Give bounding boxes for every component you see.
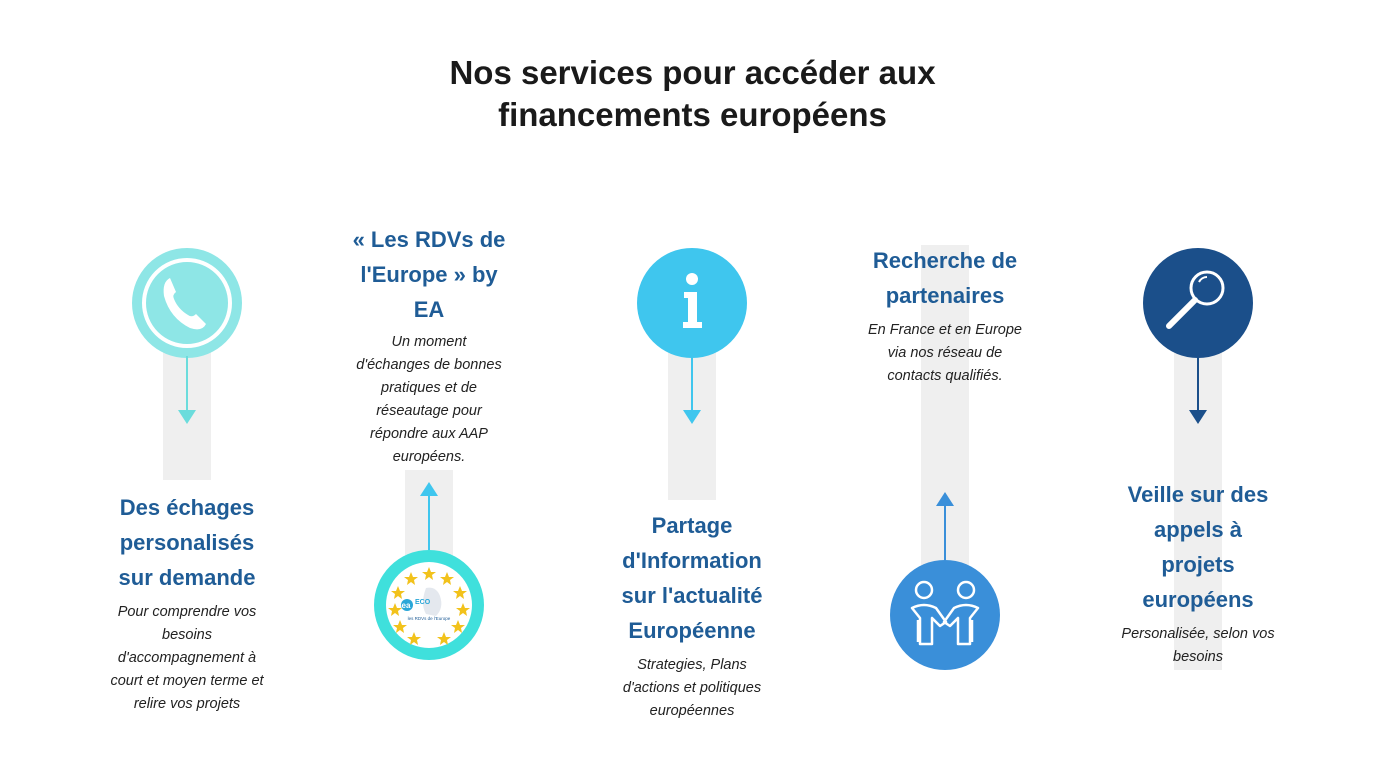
eu-stars-logo	[374, 550, 484, 660]
service-heading: « Les RDVs de l'Europe » by EA	[352, 227, 506, 322]
arrow-down-icon	[1186, 356, 1210, 426]
magnifier-icon	[1143, 248, 1253, 358]
title-line-1: Nos services pour accéder aux	[449, 54, 936, 91]
arrow-up-icon	[417, 480, 441, 550]
arrow-down-icon	[680, 356, 704, 426]
title-line-2: financements européens	[498, 96, 887, 133]
service-description: Strategies, Plans d'actions et politiques européennes	[622, 657, 762, 719]
service-description: Personalisée, selon vos besoins	[1121, 626, 1275, 665]
service-column-rdvs	[334, 0, 524, 769]
handshake-icon	[890, 560, 1000, 670]
service-description: En France et en Europe via nos réseau de contacts qualifiés.	[868, 322, 1022, 384]
svg-text:ea: ea	[401, 601, 411, 610]
service-column-partners	[850, 0, 1040, 769]
service-column-info	[597, 0, 787, 769]
service-heading: Des échages personalisés sur demande	[118, 495, 256, 590]
svg-text:les RDVs de l'Europe: les RDVs de l'Europe	[407, 616, 451, 621]
service-heading: Partage d'Information sur l'actualité Européenne	[621, 513, 763, 643]
service-description: Pour comprendre vos besoins d'accompagnement à court et moyen terme et relire vos projets	[110, 604, 264, 712]
svg-text:ECO: ECO	[415, 599, 431, 606]
phone-icon	[132, 248, 242, 358]
arrow-down-icon	[175, 356, 199, 426]
service-heading: Veille sur des appels à projets européens	[1127, 482, 1269, 612]
service-description: Un moment d'échanges de bonnes pratiques et de réseautage pour répondre aux AAP européens.	[356, 334, 502, 465]
service-column-watch	[1103, 0, 1293, 769]
info-icon	[637, 248, 747, 358]
arrow-up-icon	[933, 490, 957, 560]
service-heading: Recherche de partenaires	[872, 248, 1018, 308]
service-column-exchanges	[92, 0, 282, 769]
